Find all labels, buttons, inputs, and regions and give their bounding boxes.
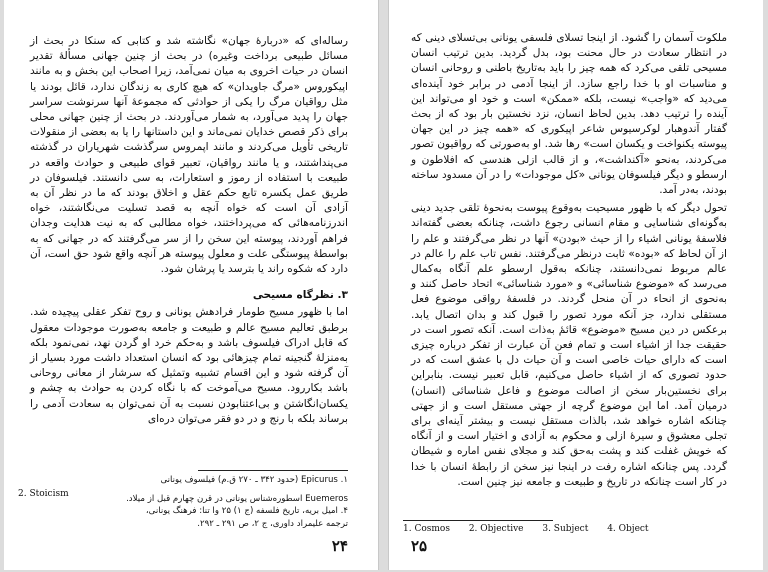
footnote-cosmos: 1. Cosmos xyxy=(403,524,450,534)
left-paragraph-2: اما با ظهور مسیح طومار فرادهش یونانی و روح تفکر عقلی پیچیده شد. برطبق تعالیم مسیح عالم و طبیعت و جامعه به‌صورت موجودات معقول که قابل ادراک فیلسوف باشد و به‌حکم خرد او گردن نهد، نمی‌نمود بلکه به‌منزلهٔ گنجینه تمام چیزهائی بود که انسان استعداد داشت مورد بسیار از آن گرفته شود و این اقسام تشبیه وتمثیل که سرشار از معانی روحانی باشد بکاررود. مسیح می‌آموخت که با نگاه کردن به حوادث به چشم و یکسان‌انگاشتن و بی‌اعتنابودن نسبت به آن نمی‌توان به سعادت آدمی را برساند بلکه با رنج و در دو فقر می‌توان دره‌ای xyxy=(30,306,348,425)
right-paragraph-2: تحول دیگر که با ظهور مسیحیت به‌وقوع پیوست به‌نحوهٔ تلقی جدید دینی به‌گونه‌ای شناسایی و مقام انسانی رجوع داشت، چنانکه بعضی گفته‌اند فلاسفهٔ یونانی اشیاء را از حیث «بودن» آنها در نظر می‌گرفتند و علم را از آن لحاظ که «بوده» ثابت درنظر می‌گرفتند. نفس تاب علم را عالم در عالم مربوط نمی‌دانستند، چنانکه به‌قول ارسطو علم آنگاه به‌کمال می‌رسد که «موضوع شناسائی» و «مورد شناسائی» اتحاد حاصل کنند و به‌نحوی از انحاء در آن منحل گردند. در فلسفهٔ رواقی موضوع فعل مستقلی ندارد، جز آنکه مورد تصور را قبول کند و بدان اتصال یابد. برعکس در دین مسیح «موضوع» قائمٔ به‌ذات است. آنکه تصور است در حقیقت جدا از اشیاء است و تمام فعن آن عبارت از تفکر درباره چیزی است که دارای حیات خاصی است و آن حیات دل با عشق است که در حدود تصوری که از اشیاء حاصل می‌کنیم، قابل تعبیر نیست. بنابراین برای نخستین‌بار سخن از اصالت موضوع و فاعل شناسائی (انسان) درمیان آمد. اما این موضوع گرچه از جهتی مستقل است و از جهتی چنانکه اشاره خواهد شد، بالذات مستقل نیست و بیشتر آینه‌ای برای تجلی معشوق و سیرهٔ ازلی و محکوم به آزادی و اختیار است و از آنگاه که خویش غفلت کند و پشت به‌حق کند و مجلای نفس اماره و شیطان گردد. پس چنانکه اشاره رفت در اینجا نیز سخن از رابطهٔ انسان با خدا در کار است چنانکه در تاریخ و طبیعت و جامعه نیز چنین است. xyxy=(411,202,727,488)
section-heading: ۳. نظرگاه مسیحی xyxy=(252,289,348,302)
right-footnote-rule xyxy=(403,520,553,521)
left-footnote-rule xyxy=(198,470,348,471)
page-number-left: ۲۴ xyxy=(331,537,348,555)
left-page xyxy=(4,0,379,570)
footnote-object: 4. Object xyxy=(607,524,649,534)
footnote-2-latin: 2. Stoicism xyxy=(18,489,69,499)
footnote-1: ۱. Epicurus (حدود ۳۴۲ ـ ۲۷۰ ق.م) فیلسوف یونانی xyxy=(160,475,348,485)
right-page xyxy=(388,0,763,570)
footnote-3: Euemeros اسطوره‌شناس یونانی در قرن چهارم قبل از میلاد. xyxy=(126,493,348,504)
right-page-body xyxy=(411,31,727,490)
page-number-right: ۲۵ xyxy=(411,537,428,555)
footnote-4: ۴. امیل بریه، تاریخ فلسفه (ج ۱) ۲۵ وا تنا: فرهنگ یونانی، ترجمه علیمراد داوری، ج ۲، ص ۲۹۱ ـ ۲۹۲. xyxy=(145,506,348,529)
footnote-subject: 3. Subject xyxy=(542,524,589,534)
left-footnotes xyxy=(124,474,348,530)
left-paragraph-1: رساله‌ای که «دربارهٔ جهان» نگاشته شد و کتابی که سنکا در بحث از مسائل طبیعی برداخت وغیره) در بحث از چنین جهانی مسألهٔ تقدیر انسان در حیات اخروی به میان نمی‌آمد، زیرا اصحاب این بخش و به مانند اپیکوروس «مرگ جاویدان» که هیچ کاری به زندگان ندارد، قائل بودند یا مثل رواقیان مرگ را یکی از حوادثی که مجموعهٔ آنها سرنوشت سراسر جهان را پدید می‌آورد، به شمار می‌آوردند. در بحث از چنین جهانی محلی برای ذکر قصص خدایان نمی‌ماند و این داستانها را یا به بعضی از منقولات تاریخی تأویل می‌کردند و مانند اپمروس سرگذشت شهریاران در گذشته می‌پنداشتند، و یا مانند رواقیان، تعبیر قوای طبیعی و حوادث واقعه در طبیعت با استفاده از رموز و استعارات، به سی دانستند. فیلسوفان در طریق عمل یکسره تابع حکم عقل و اخلاق بودند که ما در نظر آن به آزادی آن است که خواه آنچه به قصد تسلیت می‌نگاشتند، خواه اندرزنامه‌هائی که می‌پرداختند، خواه مطالبی که به نیت هدایت وجدان فراهم آوردند، پیوسته این سخن را از سر می‌گرفتند که در جهانی که به بواسطهٔ پیوستگی علت و معلول پیوسته هر آنچه واقع شود حق است، آن دارد که شکوه راند یا بترسد یا پرشان شود. xyxy=(30,35,348,276)
right-footnotes-latin xyxy=(403,524,665,534)
footnote-objective: 2. Objective xyxy=(468,524,524,534)
left-page-body xyxy=(30,34,348,427)
right-paragraph-1: ملکوت آسمان را گشود. از اینجا تسلای فلسفی یونانی بی‌تسلای دینی که در انتظار سعادت در حال محنت بود، بدل گردید. بدین ترتیب انسان مسیحی تلقی می‌کرد که همه چیز را باید به‌تاریخ باطنی و روحانی انسان و مناسبات او با خدا راجع سازد. از اینجا آدمی در برابر خود آینده‌ای می‌دید که «واجب» نیست، بلکه «ممکن» است و خود او می‌تواند این آینده را ترتیب دهد. بدین لحاظ انسان، نزد نخستین بار بود که از بحث گفتار آندوهبار لوکرسیوس شاعر اپیکوری که «همه چیز در این جهان پیوسته یکنواخت و یکسان است» رها شد. او به‌صورتی که رواقیون تصور می‌کردند، به‌نحو «آکنداشت»، و از قالب ازلی هندسی که افلاطون و ارسطو و دیگر فیلسوفان یونانی «کل موجودات» را در آن مسدود ساخته بودند، به‌در آمد. xyxy=(411,32,727,197)
